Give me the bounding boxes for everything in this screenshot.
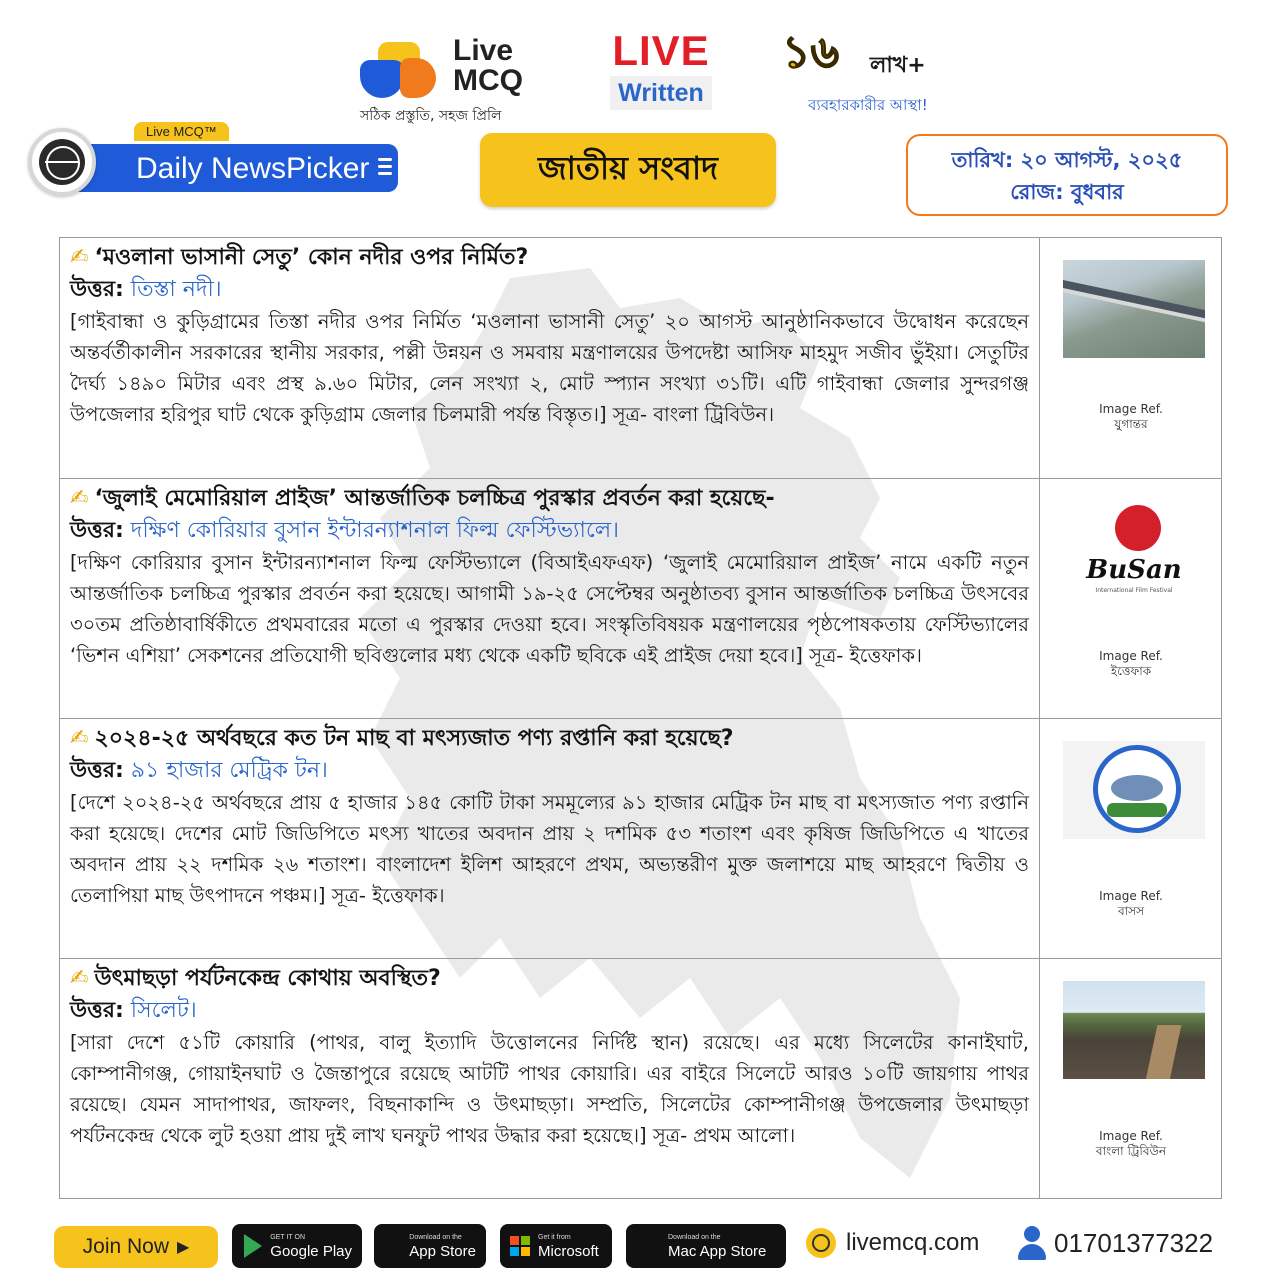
writing-hand-icon: ✍ <box>70 245 89 270</box>
bridge-image <box>1063 260 1205 358</box>
microsoft-store-button[interactable]: Get it from Microsoft <box>500 1224 612 1268</box>
user-count-unit: লাখ+ <box>870 53 926 78</box>
news-thumbnail <box>1041 238 1221 478</box>
daily-newspicker-badge <box>28 126 400 198</box>
news-question: ✍ ২০২৪-২৫ অর্থবছরে কত টন মাছ বা মৎস্যজাত পণ্য রপ্তানি করা হয়েছে? <box>70 726 734 751</box>
news-item-body <box>60 479 1040 718</box>
written-label: Written <box>610 76 712 110</box>
user-count-badge <box>782 28 972 118</box>
fish-icon <box>1111 775 1163 801</box>
news-answer: উত্তর: দক্ষিণ কোরিয়ার বুসান ইন্টারন্যাশনাল ফিল্ম ফেস্টিভ্যালে। <box>70 518 619 543</box>
livemcq-logo-icon <box>360 38 438 100</box>
day-line: রোজ: বুধবার <box>1010 180 1124 204</box>
globe-icon <box>806 1228 836 1258</box>
news-thumbnail <box>1041 959 1221 1199</box>
red-seal-icon <box>1115 505 1161 551</box>
news-question: ✍ ‘মওলানা ভাসানী সেতু’ কোন নদীর ওপর নির্মিত? <box>70 245 529 270</box>
footer <box>0 1222 1280 1272</box>
news-description: [দক্ষিণ কোরিয়ার বুসান ইন্টারন্যাশনাল ফিল্ম ফেস্টিভ্যালে (বিআইএফএফ) ‘জুলাই মেমোরিয়াল প্রাইজ’ নামে একটি নতুন আন্তর্জাতিক চলচ্চিত্র পুরস্কার প্রবর্তন করা হয়েছে। আগামী ১৯-২৫ সেপ্টেম্বর অনুষ্ঠাতব্য বুসান আন্তর্জাতিক চলচ্চিত্র উৎসবের ৩০তম প্রতিষ্ঠাবার্ষিকীতে প্রথমবারের মতো এ পুরস্কার দেওয়া হবে। সংস্কৃতিবিষয়ক মন্ত্রণালয়ের পৃষ্ঠপোষকতায় ফেস্টিভ্যালের ‘ভিশন এশিয়া’ সেকশনের প্রতিযোগী ছবিগুলোর মধ্য থেকে একটি ছবিকে এই প্রাইজ দেয়া হবে।] সূত্র- ইত্তেফাক। <box>70 551 1029 667</box>
google-play-button[interactable]: GET IT ON Google Play <box>232 1224 362 1268</box>
livemcq-wordmark: Live MCQ <box>453 34 523 97</box>
image-ref: Image Ref. বাংলা ট্রিবিউন <box>1095 1129 1167 1158</box>
news-item <box>60 719 1221 959</box>
news-item <box>60 238 1221 479</box>
livemcq-logo[interactable] <box>358 30 543 124</box>
newspicker-bar <box>76 144 398 192</box>
news-item-body <box>60 959 1040 1199</box>
app-store-button[interactable]: Download on the App Store <box>374 1224 486 1268</box>
news-item-body <box>60 238 1040 478</box>
news-description: [সারা দেশে ৫১টি কোয়ারি (পাথর, বালু ইত্যাদি উত্তোলনের নির্দিষ্ট স্থান) রয়েছে। এর মধ্যে সিলেটের কানাইঘাট, কোম্পানীগঞ্জ, গোয়াইনঘাট ও জৈন্তাপুরে রয়েছে আটটি পাথর কোয়ারি। এর বাইরে সিলেটে আরও ১০টি জায়গায় পাথর রয়েছে। যেমন সাদাপাথর, জাফলং, বিছনাকান্দি ও উৎমাছড়া। সম্প্রতি, সিলেটের কোম্পানীগঞ্জ উপজেলার উৎমাছড়া পর্যটনকেন্দ্র থেকে লুট হওয়া প্রায় দুই লাখ ঘনফুট পাথর উদ্ধার করা হয়েছে।] সূত্র- প্রথম আলো। <box>70 1031 1029 1147</box>
date-line: তারিখ: ২০ আগস্ট, ২০২৫ <box>951 148 1183 172</box>
website-link[interactable]: livemcq.com <box>806 1228 979 1258</box>
stone-quarry-image <box>1063 981 1205 1079</box>
date-box <box>906 134 1228 216</box>
writing-hand-icon: ✍ <box>70 726 89 751</box>
news-item-body <box>60 719 1040 958</box>
news-description: [দেশে ২০২৪-২৫ অর্থবছরে প্রায় ৫ হাজার ১৪৫ কোটি টাকা সমমূল্যের ৯১ হাজার মেট্রিক টন মাছ বা মৎস্যজাত পণ্য রপ্তানি করা হয়েছে। দেশের মোট জিডিপিতে মৎস্য খাতের অবদান প্রায় ২ দশমিক ৫৩ শতাংশ এবং কৃষিজ জিডিপিতে এ খাতের অবদান প্রায় ২২ দশমিক ২৬ শতাংশ। বাংলাদেশ ইলিশ আহরণে প্রথম, অভ্যন্তরীণ মুক্ত জলাশয়ে মাছ আহরণে দ্বিতীয় ও তেলাপিয়া মাছ উৎপাদনে পঞ্চম।] সূত্র- ইত্তেফাক। <box>70 791 1029 907</box>
section-title: জাতীয় সংবাদ <box>480 133 776 207</box>
live-label: LIVE <box>612 27 710 74</box>
phone-contact[interactable]: 01701377322 <box>1016 1226 1213 1260</box>
mac-app-store-button[interactable]: Download on the Mac App Store <box>626 1224 786 1268</box>
image-ref: Image Ref. ইত্তেফাক <box>1099 649 1163 678</box>
newspicker-title: Daily NewsPicker <box>136 152 370 185</box>
image-ref: Image Ref. যুগান্তর <box>1099 402 1163 431</box>
busan-festival-logo: BuSan International Film Festival <box>1063 499 1205 597</box>
google-play-icon <box>242 1234 262 1258</box>
news-item <box>60 959 1221 1199</box>
microsoft-icon <box>510 1236 530 1256</box>
menu-lines-icon <box>378 158 392 179</box>
news-answer: উত্তর: তিস্তা নদী। <box>70 277 222 302</box>
writing-hand-icon: ✍ <box>70 966 89 991</box>
user-count-number: ১৬ <box>782 27 840 78</box>
news-answer: উত্তর: সিলেট। <box>70 998 197 1023</box>
news-thumbnail <box>1041 719 1221 958</box>
play-arrow-icon: ▶ <box>177 1239 190 1256</box>
news-description: [গাইবান্ধা ও কুড়িগ্রামের তিস্তা নদীর ওপর নির্মিত ‘মওলানা ভাসানী সেতু’ ২০ আগস্ট আনুষ্ঠানিকভাবে উদ্বোধন করেছেন অন্তর্বর্তীকালীন সরকারের স্থানীয় সরকার, পল্লী উন্নয়ন ও সমবায় মন্ত্রণালয়ের উপদেষ্টা আসিফ মাহমুদ সজীব ভুঁইয়া। সেতুটির দৈর্ঘ্য ১৪৯০ মিটার এবং প্রস্থ ৯.৬০ মিটার, লেন সংখ্যা ২, মোট স্প্যান সংখ্যা ৩১টি। এটি গাইবান্ধা জেলার সুন্দরগঞ্জ উপজেলার হরিপুর ঘাট থেকে কুড়িগ্রাম জেলার চিলমারী পর্যন্ত বিস্তৃত।] সূত্র- বাংলা ট্রিবিউন। <box>70 310 1029 426</box>
support-agent-icon <box>1016 1226 1046 1260</box>
news-table <box>59 237 1222 1199</box>
news-item <box>60 479 1221 719</box>
user-trust-text: ব্যবহারকারীর আস্থা! <box>808 96 928 114</box>
join-now-button[interactable]: Join Now ▶ <box>54 1226 218 1268</box>
news-globe-icon <box>28 128 96 196</box>
livemcq-tagline: সঠিক প্রস্তুতি, সহজ প্রিলি <box>360 108 502 124</box>
live-written-logo[interactable] <box>610 28 712 120</box>
image-ref: Image Ref. বাসস <box>1099 889 1163 918</box>
news-question: ✍ উৎমাছড়া পর্যটনকেন্দ্র কোথায় অবস্থিত? <box>70 966 441 991</box>
brand-row <box>0 22 1280 122</box>
writing-hand-icon: ✍ <box>70 486 89 511</box>
fisheries-emblem <box>1063 741 1205 839</box>
newspicker-top-tag: Live MCQ™ <box>134 122 229 141</box>
news-thumbnail <box>1041 479 1221 718</box>
news-answer: উত্তর: ৯১ হাজার মেট্রিক টন। <box>70 758 328 783</box>
news-question: ✍ ‘জুলাই মেমোরিয়াল প্রাইজ’ আন্তর্জাতিক চলচ্চিত্র পুরস্কার প্রবর্তন করা হয়েছে- <box>70 486 775 511</box>
